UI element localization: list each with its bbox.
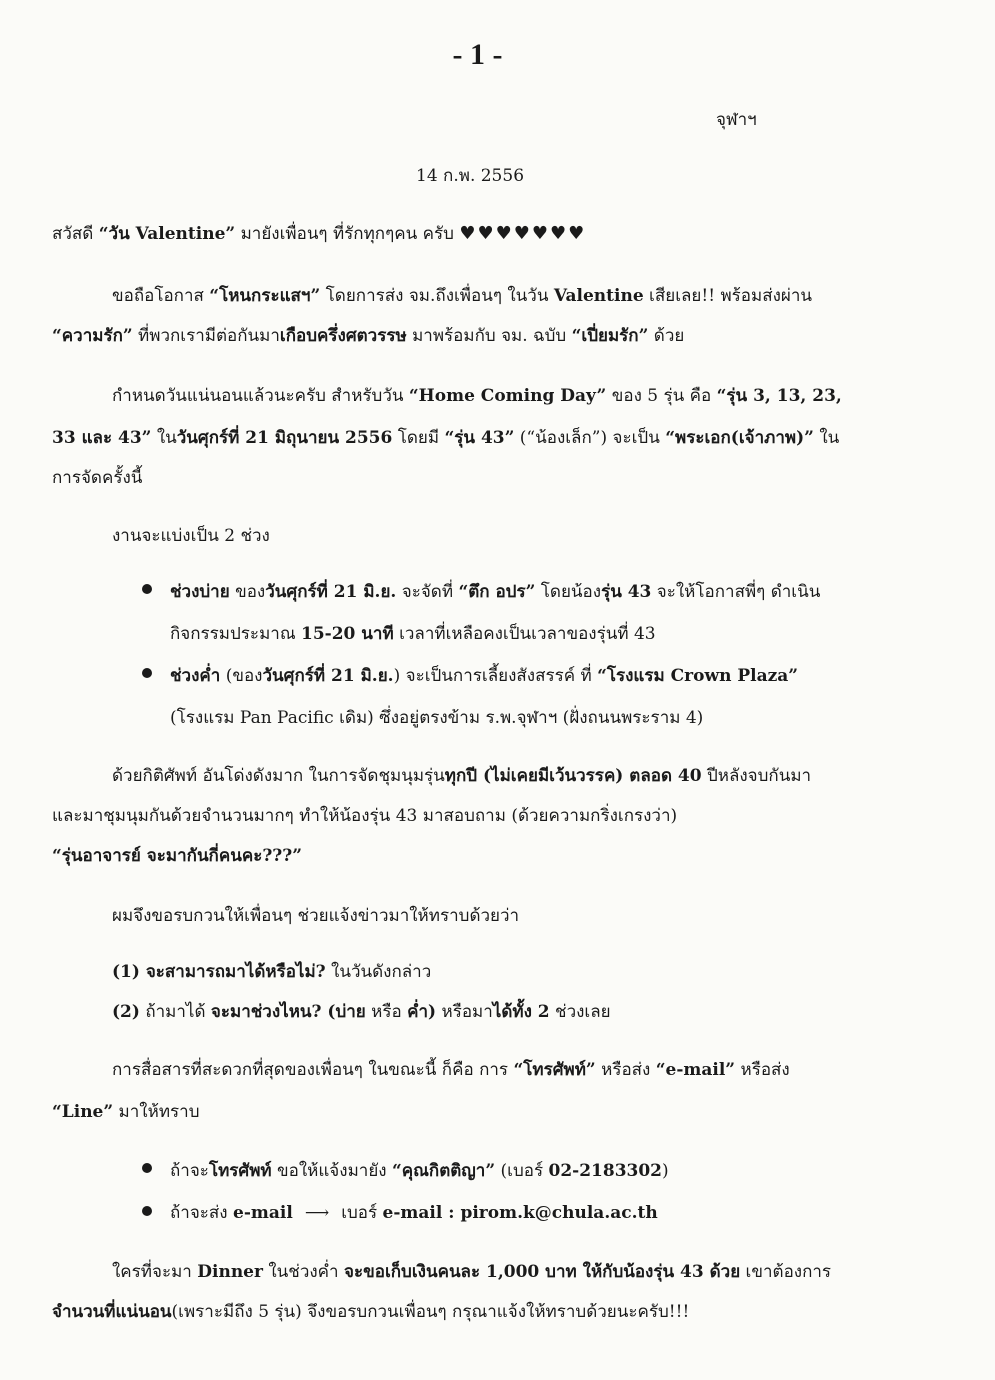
- ask-intro: ผมจึงขอรบกวนให้เพื่อนๆ ช่วยแจ้งข่าวมาให้ทราบด้วยว่า: [112, 906, 520, 926]
- page-number: - 1 -: [452, 38, 503, 71]
- bullet2-line2: (โรงแรม Pan Pacific เดิม) ซึ่งอยู่ตรงข้าม ร.พ.จุฬาฯ (ฝั่งถนนพระราม 4): [170, 708, 704, 728]
- sender: จุฬาฯ: [716, 110, 757, 130]
- text: ที่พวกเรามีต่อกันมา: [132, 326, 280, 346]
- text: ค่ำ): [407, 1002, 437, 1022]
- text: “Line”: [52, 1102, 114, 1122]
- text: ด้วย: [648, 326, 685, 346]
- text: หรือส่ง: [735, 1060, 790, 1080]
- para5-line1: [112, 1258, 831, 1285]
- text: ด้วยกิติศัพท์ อันโด่งดังมาก ในการจัดชุมนุมรุ่น: [112, 766, 445, 786]
- text: ): [662, 1161, 669, 1181]
- text: รุ่น 43: [601, 582, 652, 602]
- text: “คุณกิตติญา”: [392, 1161, 496, 1181]
- text: Dinner: [197, 1262, 263, 1282]
- text: จำนวนที่แน่นอน: [52, 1302, 172, 1322]
- email-address: e-mail : pirom.k@chula.ac.th: [382, 1203, 658, 1223]
- text: เวลาที่เหลือคงเป็นเวลาของรุ่นที่ 43: [393, 624, 656, 644]
- bullet1-line1: [170, 578, 820, 605]
- text: ถ้ามาได้: [139, 1002, 211, 1022]
- text: โทรศัพท์: [208, 1161, 272, 1181]
- greeting-bold: “วัน Valentine”: [98, 224, 236, 244]
- question-2: [112, 998, 611, 1025]
- para1-line2: [52, 322, 684, 349]
- text: ช่วงบ่าย: [170, 582, 230, 602]
- bullet1-line2: [170, 620, 656, 647]
- text: จะขอเก็บเงินคนละ 1,000 บาท ให้กับน้องรุ่น 43 ด้วย: [344, 1262, 741, 1282]
- split-intro: งานจะแบ่งเป็น 2 ช่วง: [112, 526, 270, 546]
- bullet-icon: [142, 668, 152, 678]
- text: ใน: [813, 428, 840, 448]
- greeting-text-2: มายังเพื่อนๆ ที่รักทุกๆคน ครับ: [235, 224, 460, 244]
- text: ของ: [229, 582, 266, 602]
- para5-line2: [52, 1298, 689, 1325]
- text: ) จะเป็นการเลี้ยงสังสรรค์ ที่: [393, 666, 598, 686]
- text: “โทรศัพท์”: [513, 1060, 596, 1080]
- text: เบอร์: [341, 1203, 383, 1223]
- para4-line1: [112, 1056, 790, 1083]
- text: หรือ: [365, 1002, 408, 1022]
- text: “โรงแรม Crown Plaza”: [597, 666, 799, 686]
- text: โดยการส่ง จม.ถึงเพื่อนๆ ในวัน: [320, 286, 554, 306]
- phone-bullet: [170, 1157, 669, 1184]
- bullet-icon: [142, 1206, 152, 1216]
- para3-line2: และมาชุมนุมกันด้วยจำนวนมากๆ ทำให้น้องรุ่น 43 มาสอบถาม (ด้วยความกริ่งเกรงว่า): [52, 806, 678, 826]
- arrow-right-icon: ⟶: [304, 1203, 330, 1223]
- text: การสื่อสารที่สะดวกที่สุดของเพื่อนๆ ในขณะนี้ ก็คือ การ: [112, 1060, 514, 1080]
- text: ทุกปี (ไม่เคยมีเว้นวรรค) ตลอด 40: [444, 766, 702, 786]
- text: (ของ: [220, 666, 263, 686]
- text: จะจัดที่: [396, 582, 459, 602]
- para3-line1: [112, 762, 811, 789]
- bullet-icon: [142, 584, 152, 594]
- text: วันศุกร์ที่ 21 มิ.ย.: [262, 666, 394, 686]
- question-1: [112, 958, 431, 985]
- text: ได้ทั้ง 2: [492, 1002, 550, 1022]
- text: ใน: [151, 428, 177, 448]
- text: กำหนดวันแน่นอนแล้วนะครับ สำหรับวัน: [112, 386, 409, 406]
- text: โดยน้อง: [535, 582, 602, 602]
- text: ขอถือโอกาส: [112, 286, 210, 306]
- text: ช่วงเลย: [549, 1002, 611, 1022]
- bullet2-line1: [170, 662, 798, 689]
- text: หรือส่ง: [595, 1060, 656, 1080]
- greeting: [52, 220, 586, 247]
- text: Valentine: [553, 286, 644, 306]
- text: ใครที่จะมา: [112, 1262, 198, 1282]
- text: ถ้าจะ: [170, 1161, 209, 1181]
- text: จะมาช่วงไหน? (บ่าย: [210, 1002, 366, 1022]
- text: จะให้โอกาสพี่ๆ ดำเนิน: [651, 582, 821, 602]
- text: (“น้องเล็ก”) จะเป็น: [514, 428, 666, 448]
- text: ปีหลังจบกันมา: [701, 766, 812, 786]
- text: “โหนกระแสฯ”: [209, 286, 321, 306]
- para2-line3: การจัดครั้งนี้: [52, 468, 143, 488]
- text: 15-20 นาที: [301, 624, 394, 644]
- text: (1) จะสามารถมาได้หรือไม่?: [112, 962, 326, 982]
- para2-line1: [112, 382, 842, 409]
- para2-line2: [52, 424, 839, 451]
- text: “ความรัก”: [52, 326, 133, 346]
- letter-date: 14 ก.พ. 2556: [416, 166, 525, 186]
- text: 33 และ 43”: [52, 428, 152, 448]
- text: ของ 5 รุ่น คือ: [606, 386, 717, 406]
- text: (เบอร์: [495, 1161, 549, 1181]
- text: หรือมา: [436, 1002, 493, 1022]
- text: มาพร้อมกับ จม. ฉบับ: [406, 326, 572, 346]
- text: ในช่วงค่ำ: [262, 1262, 345, 1282]
- greeting-text: สวัสดี: [52, 224, 99, 244]
- hearts-icon: ♥♥♥♥♥♥♥: [459, 223, 587, 244]
- para3-line3: “รุ่นอาจารย์ จะมากันกี่คนคะ???”: [52, 846, 303, 866]
- text: “รุ่น 43”: [444, 428, 515, 448]
- text: ถ้าจะส่ง: [170, 1203, 234, 1223]
- phone-number: 02-2183302: [548, 1161, 663, 1181]
- text: เสียเลย!! พร้อมส่งผ่าน: [643, 286, 813, 306]
- text: “เปี่ยมรัก”: [571, 326, 649, 346]
- text: ช่วงค่ำ: [170, 666, 221, 686]
- text: “Home Coming Day”: [408, 386, 607, 406]
- email-bullet: [170, 1199, 658, 1226]
- text: “พระเอก(เจ้าภาพ)”: [665, 428, 814, 448]
- para4-line2: [52, 1098, 200, 1125]
- text: (เพราะมีถึง 5 รุ่น) จึงขอรบกวนเพื่อนๆ กรุณาแจ้งให้ทราบด้วยนะครับ!!!: [171, 1302, 690, 1322]
- text: “ตึก อปร”: [458, 582, 536, 602]
- text: วันศุกร์ที่ 21 มิถุนายน 2556: [176, 428, 393, 448]
- para1-line1: [112, 282, 812, 309]
- text: โดยมี: [392, 428, 445, 448]
- text: ขอให้แจ้งมายัง: [271, 1161, 392, 1181]
- text: (2): [112, 1002, 140, 1022]
- bullet-icon: [142, 1163, 152, 1173]
- text: เขาต้องการ: [740, 1262, 832, 1282]
- text: “e-mail”: [655, 1060, 736, 1080]
- text: e-mail: [233, 1203, 293, 1223]
- text: ในวันดังกล่าว: [325, 962, 432, 982]
- text: เกือบครึ่งศตวรรษ: [279, 326, 407, 346]
- text: “รุ่น 3, 13, 23,: [716, 386, 842, 406]
- text: วันศุกร์ที่ 21 มิ.ย.: [265, 582, 397, 602]
- text: มาให้ทราบ: [113, 1102, 200, 1122]
- text: กิจกรรมประมาณ: [170, 624, 301, 644]
